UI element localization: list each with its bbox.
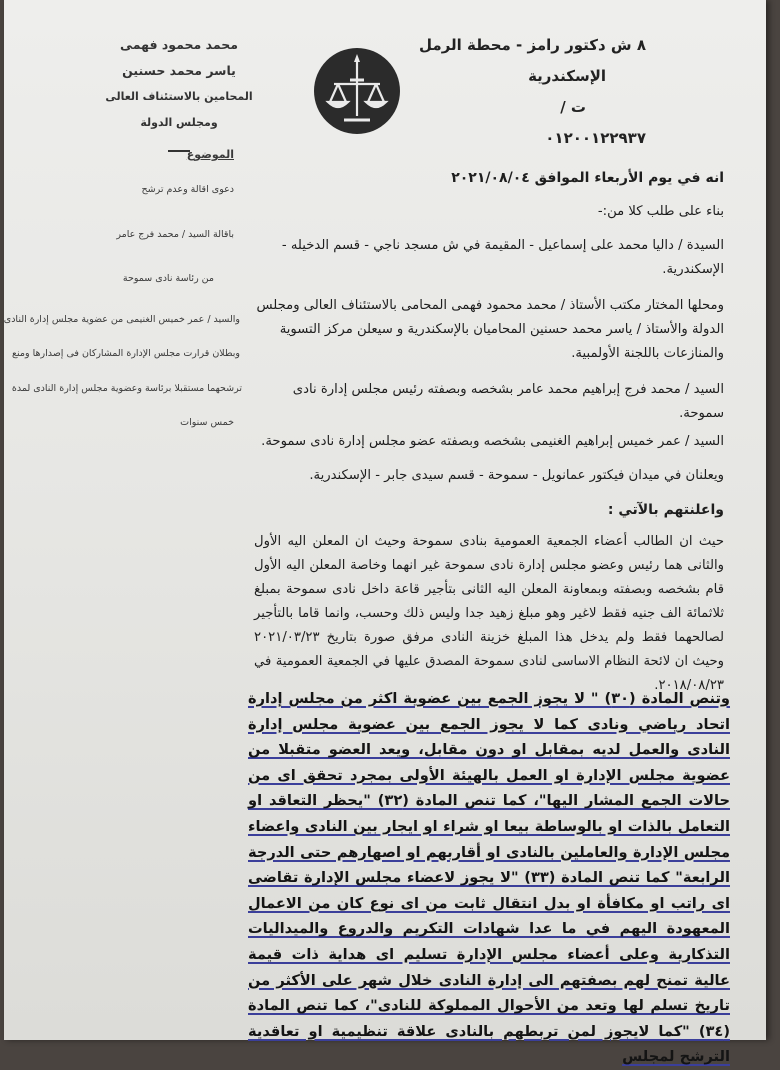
lawyers-block [84,32,274,152]
subject-line: دعوى اقالة وعدم ترشح [141,184,234,195]
subject-line: ترشحهما مستقبلا برئاسة وعضوية مجلس إدارة النادى لمدة [11,382,242,394]
lawyer-name-1: محمد محمود فهمى [120,37,238,52]
subject-line: وبطلان قرارت مجلس الإدارة المشاركان فى إصدارها ومنع [12,348,240,359]
subject-column [3,148,242,439]
lawyer-title-1: المحامين بالاستئناف العالى [105,90,253,103]
lawyer-title-2: ومجلس الدولة [140,116,218,129]
subject-line: خمس سنوات [180,417,234,428]
facts-paragraph: حيث ان الطالب أعضاء الجمعية العمومية بنادى سموحة وحيث ان المعلن اليه الأول والثانى هما رئيس وعضو مجلس إدارة نادى سموحة غير انهما وخاصة المعلن اليه الأول قام بشخصه وبصفته وبمعاونة المعلن اليه الثانى بتأجير قاعة داخل نادى سموحة بمبلغ ثلاثمائة الف جنيه فقط لاغير وهو مبلغ زهيد جدا وليس ذلك وحسب، وانما قاما بالتأجير لصالحهما فقط ولم يدخل هذا المبلغ خزينة النادى مرفق صورة بتاريخ ٢٠٢١/٠٣/٢٣ وحيث ان لائحة النظام الاساسى لنادى سموحة المصدق عليها في الجمعية العمومية في ٢٠١٨/٠٨/٢٣. [254,534,724,693]
lawyer-name-2: ياسر محمد حسنين [122,63,236,78]
main-text [254,166,724,698]
articles-paragraph [248,686,730,1070]
notice-heading: واعلنتهم بالآتي : [607,502,724,518]
legal-document-page [3,0,766,1066]
date-line: انه في يوم الأربعاء الموافق ٢٠٢١/٠٨/٠٤ [451,170,724,186]
service-address: ويعلنان في ميدان فيكتور عمانويل - سموحة - قسم سيدى جابر - الإسكندرية. [309,468,724,483]
subject-title: الموضوع [186,148,234,161]
counsel-paragraph: ومحلها المختار مكتب الأستاذ / محمد محمود فهمى المحامى بالاستئناف العالى ومجلس الدولة والأستاذ / ياسر محمد حسنين المحاميان بالإسكندرية و سيعلن مركز التسوية والمنازعات باللجنة الأولمبية. [256,298,724,361]
address-line: ٨ ش دكتور رامز - محطة الرمل [419,36,646,54]
articles-text: وتنص المادة (٣٠) " لا يجوز الجمع بين عضوية اكثر من مجلس إدارة اتحاد رياضي ونادى كما لا يجوز الجمع بين عضوية مجلس إدارة النادى والعمل لديه بمقابل او دون مقابل، ويعد العضو متقبلا من عضوية مجلس الإدارة او العمل بالهيئة الأولى بمجرد تحقق اى من حالات الجمع المشار اليها"، كما تنص المادة (٣٢) "يحظر التعاقد او التعامل بالذات او بالوساطة بيعا او شراء او ايجار بين النادى واعضاء مجلس الإدارة والعاملين بالنادى او أقاربهم او اصهارهم حتى الدرجة الرابعة" كما تنص المادة (٣٣) "لا يجوز لاعضاء مجلس الإدارة تقاضى اى راتب او مكافأة او بدل انتقال ثابت من اى نوع كان من الاعمال المعهودة اليهم في ما عدا شهادات التكريم والدروع والميداليات التذكارية وعلى أعضاء مجلس الإدارة تسليم اى هداية ذات قيمة عالية تمنح لهم بصفتهم الى إدارة النادى خلال شهر على الأكثر من تاريخ تسلم لها وتعد من الأحوال المملوكة للنادى"، كما تنص المادة (٣٤) "كما لايجوز لمن تربطهم بالنادى علاقة تنظيمية او تعاقدية الترشح لمجلس [248,690,730,1066]
request-line: بناء على طلب كلا من:- [597,204,724,219]
subject-line: باقالة السيد / محمد فرج عامر [116,228,234,240]
city-line: الإسكندرية [528,67,606,85]
phone-number: ٠١٢٠٠١٢٢٩٣٧ [545,129,646,147]
scales-of-justice-icon [312,46,402,136]
office-address-block [386,30,646,154]
defendant-2-paragraph: السيد / عمر خميس إبراهيم الغنيمى بشخصه وبصفته عضو مجلس إدارة نادى سموحة. [261,434,724,449]
defendant-1-paragraph: السيد / محمد فرج إبراهيم محمد عامر بشخصه وبصفته رئيس مجلس إدارة نادى سموحة. [292,382,724,421]
phone-label: ت / [560,98,586,116]
subject-line: من رئاسة نادى سموحة [122,273,214,284]
subject-line: والسيد / عمر خميس الغنيمى من عضوية مجلس إدارة النادى [3,313,240,325]
plaintiff-paragraph: السيدة / داليا محمد على إسماعيل - المقيمة في ش مسجد ناجي - قسم الدخيله - الإسكندرية. [281,238,724,277]
